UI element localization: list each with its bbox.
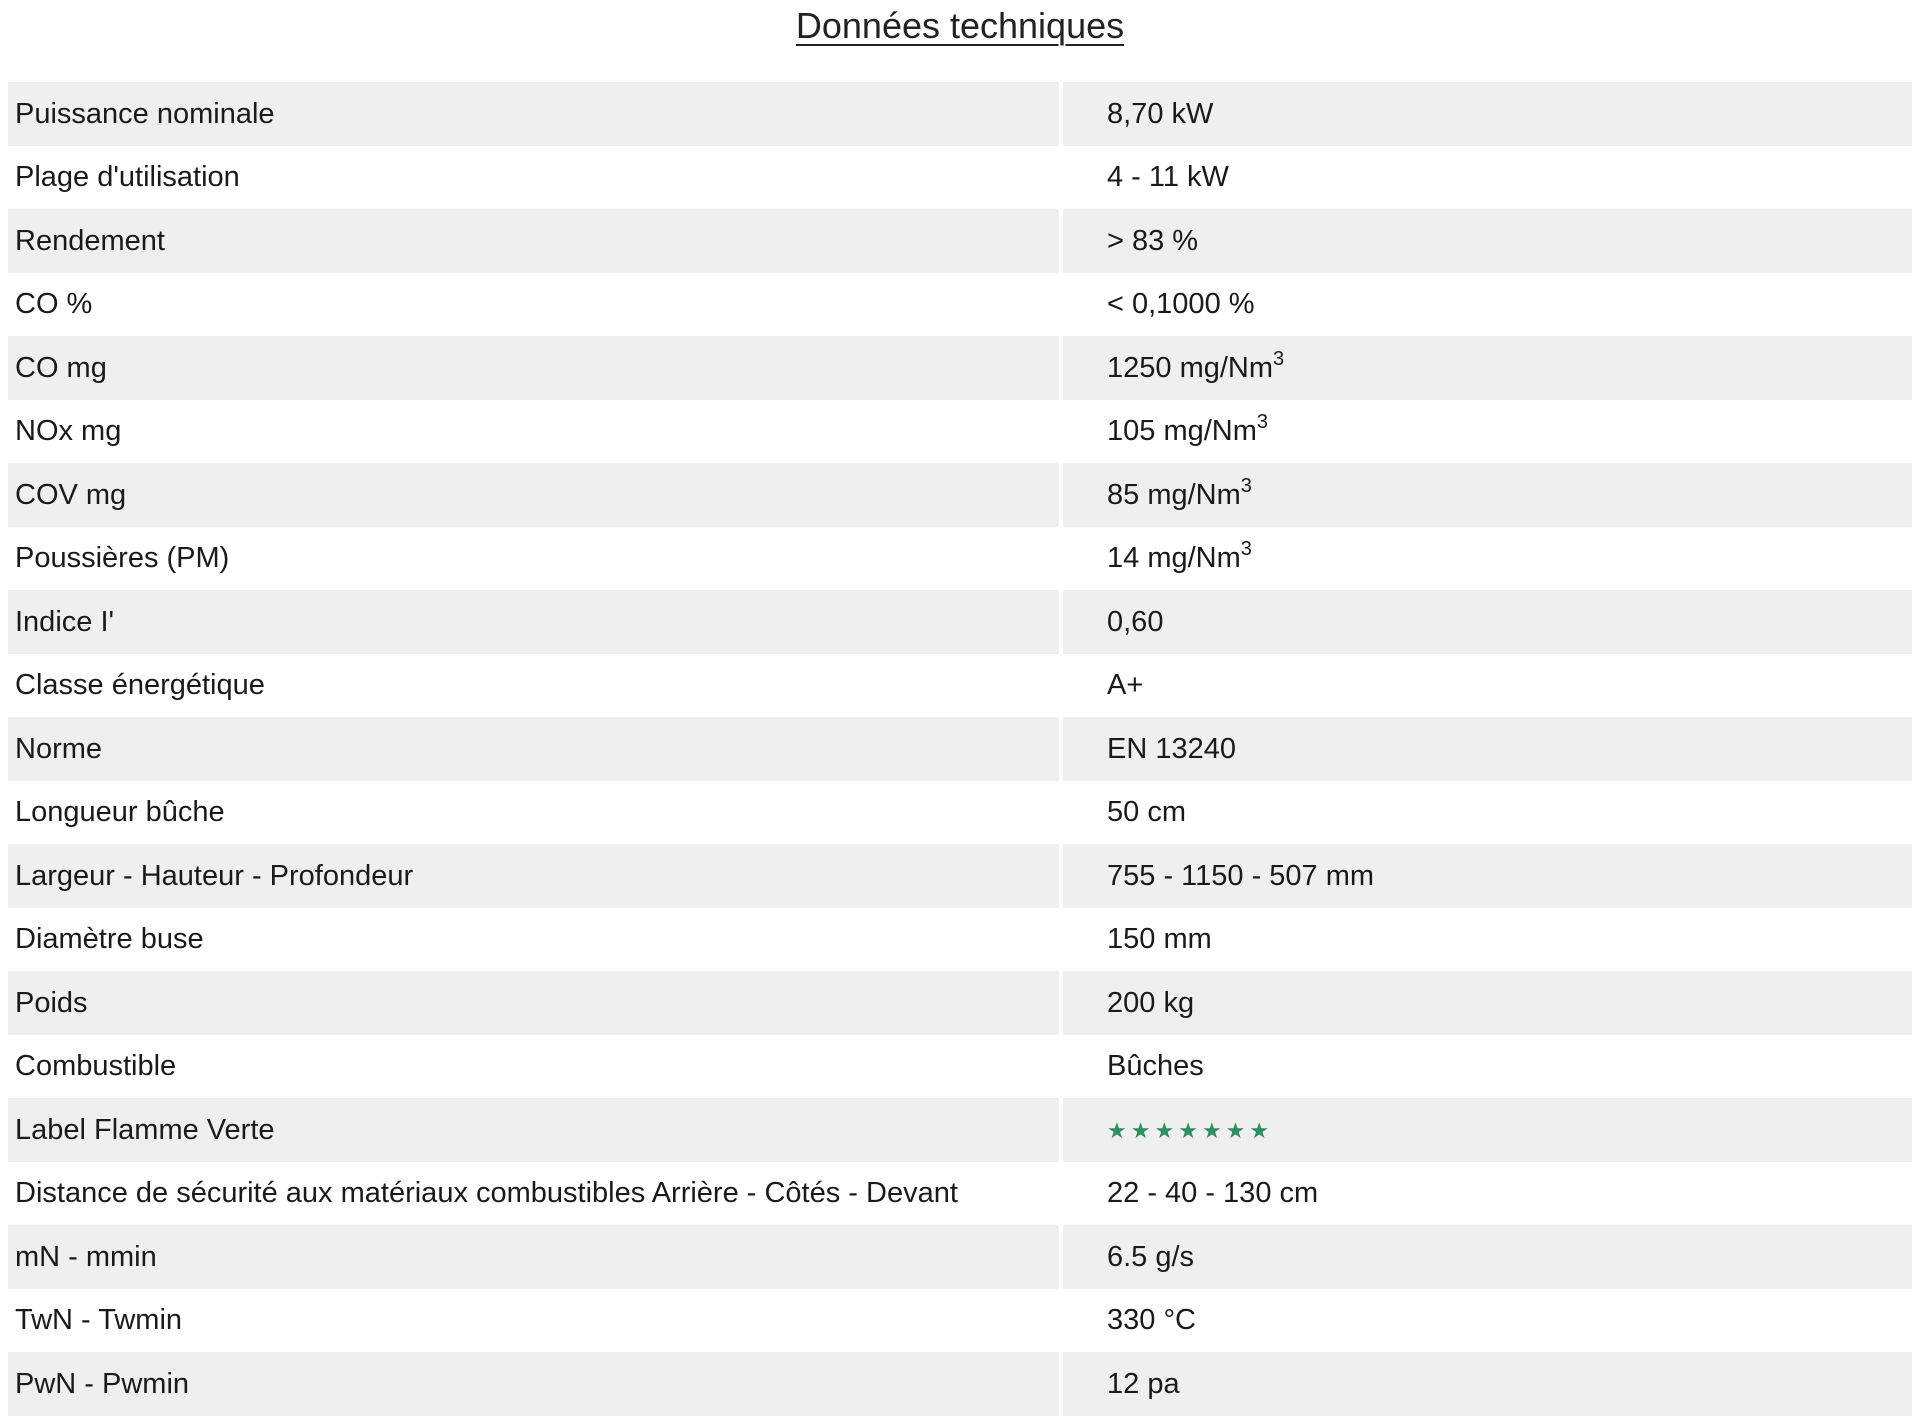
spec-value: 12 pa xyxy=(1107,1367,1180,1400)
spec-value-cell xyxy=(1063,1352,1912,1416)
spec-row xyxy=(8,400,1912,464)
spec-row xyxy=(8,971,1912,1035)
spec-value-cell xyxy=(1063,463,1912,527)
spec-label: TwN - Twmin xyxy=(8,1289,1063,1353)
tech-specs-table xyxy=(8,82,1912,1416)
star-icon: ★ xyxy=(1249,1118,1270,1144)
section-title: Données techniques xyxy=(795,5,1125,46)
unit-exponent: 3 xyxy=(1240,474,1252,497)
tech-specs-body xyxy=(8,82,1912,1416)
spec-value-cell xyxy=(1063,1035,1912,1099)
spec-label: Indice I' xyxy=(8,590,1063,654)
spec-value-cell xyxy=(1063,908,1912,972)
spec-row xyxy=(8,1162,1912,1226)
flamme-verte-stars xyxy=(1107,1120,1269,1142)
spec-row xyxy=(8,908,1912,972)
spec-label: Plage d'utilisation xyxy=(8,146,1063,210)
spec-label: Distance de sécurité aux matériaux combustibles Arrière - Côtés - Devant xyxy=(8,1162,1063,1226)
spec-value: EN 13240 xyxy=(1107,732,1236,765)
spec-value: Bûches xyxy=(1107,1050,1204,1083)
spec-row xyxy=(8,209,1912,273)
spec-label: Combustible xyxy=(8,1035,1063,1099)
spec-value: < 0,1000 % xyxy=(1107,288,1255,321)
spec-value-cell xyxy=(1063,400,1912,464)
spec-label: Norme xyxy=(8,717,1063,781)
spec-row xyxy=(8,336,1912,400)
spec-row xyxy=(8,146,1912,210)
spec-value-cell xyxy=(1063,717,1912,781)
spec-label: Classe énergétique xyxy=(8,654,1063,718)
spec-label: Rendement xyxy=(8,209,1063,273)
spec-value-cell xyxy=(1063,844,1912,908)
spec-value-cell xyxy=(1063,1098,1912,1162)
spec-value-cell xyxy=(1063,971,1912,1035)
spec-value-cell xyxy=(1063,1289,1912,1353)
star-icon: ★ xyxy=(1178,1118,1198,1144)
spec-value: 4 - 11 kW xyxy=(1107,161,1229,194)
spec-label: NOx mg xyxy=(8,400,1063,464)
spec-value-cell xyxy=(1063,654,1912,718)
spec-value: > 83 % xyxy=(1107,224,1199,257)
star-icon: ★ xyxy=(1154,1118,1175,1144)
spec-value: 0,60 xyxy=(1107,605,1164,638)
spec-value-cell xyxy=(1063,336,1912,400)
spec-row xyxy=(8,82,1912,146)
spec-row xyxy=(8,1352,1912,1416)
spec-row xyxy=(8,1225,1912,1289)
spec-value: 330 °C xyxy=(1107,1304,1196,1337)
spec-label: Poids xyxy=(8,971,1063,1035)
spec-row xyxy=(8,844,1912,908)
spec-value-cell xyxy=(1063,209,1912,273)
spec-label: CO mg xyxy=(8,336,1063,400)
unit-exponent: 3 xyxy=(1256,411,1269,434)
spec-value-cell xyxy=(1063,82,1912,146)
spec-value: 1250 mg/Nm xyxy=(1107,351,1274,384)
spec-value-cell xyxy=(1063,527,1912,591)
spec-value-cell xyxy=(1063,146,1912,210)
spec-value: 22 - 40 - 130 cm xyxy=(1107,1177,1319,1210)
spec-row xyxy=(8,654,1912,718)
spec-value: 50 cm xyxy=(1107,796,1186,829)
spec-label: Label Flamme Verte xyxy=(8,1098,1063,1162)
star-icon: ★ xyxy=(1130,1118,1151,1144)
spec-row xyxy=(8,717,1912,781)
spec-row xyxy=(8,590,1912,654)
spec-value: A+ xyxy=(1107,669,1144,702)
spec-label: Largeur - Hauteur - Profondeur xyxy=(8,844,1063,908)
spec-label: Poussières (PM) xyxy=(8,527,1063,591)
spec-row xyxy=(8,463,1912,527)
spec-value-cell xyxy=(1063,781,1912,845)
spec-row xyxy=(8,781,1912,845)
spec-value-cell xyxy=(1063,590,1912,654)
spec-value-cell xyxy=(1063,1162,1912,1226)
spec-value: 6.5 g/s xyxy=(1107,1240,1195,1273)
unit-exponent: 3 xyxy=(1240,538,1252,561)
star-icon: ★ xyxy=(1107,1118,1127,1144)
spec-label: Puissance nominale xyxy=(8,82,1063,146)
spec-value: 200 kg xyxy=(1107,986,1195,1019)
spec-label: Diamètre buse xyxy=(8,908,1063,972)
spec-value: 755 - 1150 - 507 mm xyxy=(1107,859,1375,892)
star-icon: ★ xyxy=(1225,1118,1246,1144)
spec-value: 14 mg/Nm xyxy=(1107,542,1241,575)
spec-label: COV mg xyxy=(8,463,1063,527)
spec-row xyxy=(8,1289,1912,1353)
spec-row xyxy=(8,273,1912,337)
star-icon: ★ xyxy=(1201,1118,1222,1144)
spec-value: 8,70 kW xyxy=(1107,97,1214,130)
spec-value: 85 mg/Nm xyxy=(1107,478,1241,511)
spec-label: Longueur bûche xyxy=(8,781,1063,845)
spec-value: 150 mm xyxy=(1107,923,1212,956)
spec-row xyxy=(8,527,1912,591)
spec-label: CO % xyxy=(8,273,1063,337)
spec-row xyxy=(8,1035,1912,1099)
spec-value-cell xyxy=(1063,273,1912,337)
spec-row xyxy=(8,1098,1912,1162)
spec-value: 105 mg/Nm xyxy=(1107,415,1257,448)
spec-label: mN - mmin xyxy=(8,1225,1063,1289)
spec-value-cell xyxy=(1063,1225,1912,1289)
unit-exponent: 3 xyxy=(1273,347,1285,370)
spec-label: PwN - Pwmin xyxy=(8,1352,1063,1416)
